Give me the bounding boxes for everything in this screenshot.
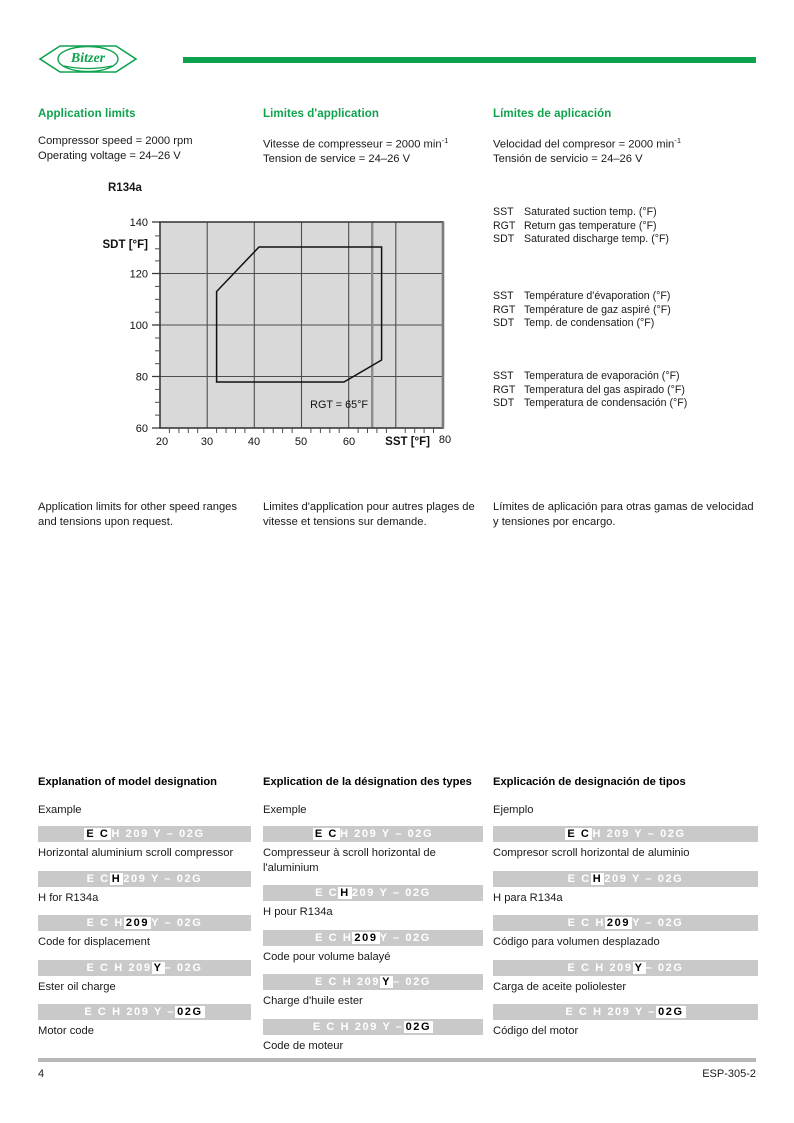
code-description: Carga de aceite poliolester	[493, 980, 627, 993]
code-highlight: 02G	[177, 1006, 203, 1019]
definition-abbr: SDT	[493, 317, 515, 330]
code-highlight: 209	[354, 931, 378, 944]
code-description: Código para volumen desplazado	[493, 936, 660, 949]
definition-text: Temperatura de condensación (°F)	[524, 397, 688, 410]
definition-row	[493, 370, 773, 384]
compressor-speed-fr	[263, 134, 488, 152]
code-pre: E C H 209	[86, 961, 152, 974]
definitions-group-fr	[493, 290, 773, 331]
code-description: Horizontal aluminium scroll compressor	[38, 847, 234, 859]
code-pre: E C H 209 Y –	[312, 1020, 404, 1033]
operating-voltage-en: Operating voltage = 24–26 V	[38, 149, 181, 162]
code-bar	[38, 960, 251, 976]
designation-title-fr: Explication de la désignation des types	[263, 776, 472, 788]
code-description: Motor code	[38, 1025, 94, 1038]
code-description: Compresor scroll horizontal de aluminio	[493, 847, 690, 859]
code-post: – 02G	[164, 961, 203, 974]
designation-fr	[263, 776, 483, 1064]
code-bar	[263, 826, 483, 842]
operating-voltage-fr: Tension de service = 24–26 V	[263, 153, 411, 166]
designation-example-label-en: Example	[38, 804, 82, 816]
definition-row	[493, 206, 773, 220]
chart-xtick-30: 30	[200, 436, 214, 448]
code-highlight: 209	[606, 917, 631, 930]
definitions-group-es	[493, 370, 773, 411]
definition-row	[493, 290, 773, 304]
code-post: Y – 02G	[632, 917, 684, 930]
designation-title-es: Explicación de designación de tipos	[493, 776, 686, 788]
code-bar	[38, 871, 251, 887]
code-highlight: 209	[125, 917, 150, 930]
code-pre: E C H 209 Y –	[84, 1006, 176, 1019]
definitions-fr	[493, 290, 773, 353]
definitions-es	[493, 370, 773, 433]
bitzer-logo	[38, 40, 138, 78]
code-highlight: H	[592, 872, 603, 885]
definition-text: Température d'évaporation (°F)	[524, 290, 671, 302]
code-highlight: Y	[382, 976, 392, 989]
code-bar	[493, 915, 758, 931]
code-pre: E C	[315, 887, 339, 900]
definition-text: Saturated discharge temp. (°F)	[524, 233, 669, 246]
definitions-en	[493, 206, 773, 269]
definition-abbr: SDT	[493, 397, 515, 410]
chart-ytick-100: 100	[129, 320, 148, 332]
code-post: – 02G	[393, 976, 432, 989]
svg-text:Bitzer: Bitzer	[70, 51, 106, 66]
code-bar	[38, 1004, 251, 1020]
code-bar	[493, 1004, 758, 1020]
definition-text: Return gas temperature (°F)	[524, 219, 657, 232]
chart-ytick-140: 140	[129, 217, 148, 229]
compressor-speed-es-text: Velocidad del compresor = 2000 min	[493, 138, 675, 151]
code-description: Charge d'huile ester	[263, 995, 363, 1008]
code-pre: E C H	[86, 917, 124, 930]
footer-document-code: ESP-305-2	[702, 1068, 756, 1080]
page-header	[38, 40, 756, 82]
chart-xtick-50: 50	[294, 436, 308, 448]
designation-es	[493, 776, 758, 1049]
definition-text: Temperatura de evaporación (°F)	[524, 370, 680, 382]
code-pre: E C	[86, 872, 110, 885]
code-bar	[263, 930, 483, 946]
section-title-en: Application limits	[38, 108, 136, 120]
definition-text: Saturated suction temp. (°F)	[524, 206, 657, 218]
code-post: H 209 Y – 02G	[339, 828, 434, 840]
code-bar	[263, 974, 483, 990]
compressor-speed-es	[493, 134, 758, 152]
code-pre: E C H 209	[567, 961, 633, 974]
code-highlight: 02G	[405, 1020, 432, 1033]
code-post: 209 Y – 02G	[604, 872, 684, 885]
definition-abbr: RGT	[493, 219, 516, 232]
definition-row	[493, 397, 773, 411]
code-bar	[493, 826, 758, 842]
footer-page-number: 4	[38, 1068, 45, 1080]
chart-xtick-20: 20	[155, 436, 169, 448]
code-bar	[38, 915, 251, 931]
operating-voltage-es: Tensión de servicio = 24–26 V	[493, 153, 643, 166]
code-description: Code pour volume balayé	[263, 950, 391, 963]
code-bar	[263, 1019, 483, 1035]
chart-svg	[38, 200, 478, 448]
code-post: H 209 Y – 02G	[111, 828, 205, 840]
code-pre: E C	[567, 872, 591, 885]
code-highlight: E C	[314, 828, 338, 840]
code-highlight: E C	[567, 828, 591, 840]
code-pre: E C H 209 Y –	[565, 1006, 657, 1019]
code-description: H for R134a	[38, 891, 99, 904]
code-bar	[263, 885, 483, 901]
note-en: Application limits for other speed ranges and tensions upon request.	[38, 501, 237, 528]
code-post: H 209 Y – 02G	[592, 828, 686, 840]
compressor-speed-fr-text: Vitesse de compresseur = 2000 min	[263, 138, 442, 151]
compressor-speed-fr-exponent: -1	[441, 136, 449, 145]
designation-example-label-fr: Exemple	[263, 804, 307, 816]
definition-abbr: SST	[493, 290, 514, 302]
code-post: 209 Y – 02G	[123, 872, 203, 885]
chart-x-axis-title: SST [°F]	[385, 436, 430, 448]
chart-annotation-rgt: RGT = 65°F	[310, 399, 368, 411]
designation-title-en: Explanation of model designation	[38, 776, 218, 788]
compressor-speed-en: Compressor speed = 2000 rpm	[38, 135, 193, 147]
application-limits-chart	[38, 182, 478, 448]
definition-row	[493, 220, 773, 234]
code-bar	[493, 960, 758, 976]
code-pre: E C H	[315, 931, 353, 944]
code-description: Code for displacement	[38, 936, 150, 949]
definition-text: Temperatura del gas aspirado (°F)	[524, 383, 685, 396]
definitions-group-en	[493, 206, 773, 247]
note-es: Límites de aplicación para otras gamas de velocidad y tensiones por encargo.	[493, 501, 754, 528]
code-post: Y – 02G	[379, 931, 431, 944]
code-post: Y – 02G	[151, 917, 203, 930]
code-bar	[38, 826, 251, 842]
code-pre: E C H 209	[314, 976, 381, 989]
header-accent-rule	[183, 57, 756, 63]
chart-xtick-80: 80	[438, 434, 452, 446]
application-limits-fr	[263, 108, 488, 167]
code-description: Compresseur à scroll horizontal de l'aluminium	[263, 847, 436, 874]
chart-major-ticks-y	[152, 222, 160, 428]
application-limits-en	[38, 108, 263, 163]
section-title-fr: Limites d'application	[263, 108, 380, 120]
code-highlight: Y	[634, 961, 644, 974]
code-description: Code de moteur	[263, 1039, 344, 1052]
definition-abbr: RGT	[493, 383, 516, 396]
chart-ytick-120: 120	[129, 268, 148, 281]
definition-row	[493, 304, 773, 318]
chart-y-axis-title: SDT [°F]	[102, 239, 148, 251]
chart-ytick-60: 60	[135, 423, 148, 435]
definition-abbr: SST	[493, 370, 514, 382]
designation-en	[38, 776, 251, 1049]
code-highlight: E C	[86, 828, 110, 840]
footer-rule	[38, 1058, 756, 1062]
definition-text: Température de gaz aspiré (°F)	[524, 303, 671, 316]
compressor-speed-es-exponent: -1	[674, 136, 682, 145]
code-highlight: Y	[153, 961, 163, 974]
code-post: – 02G	[645, 961, 684, 974]
code-description: Código del motor	[493, 1025, 579, 1038]
code-highlight: H	[340, 887, 350, 900]
section-title-es: Límites de aplicación	[493, 108, 612, 120]
chart-xtick-60: 60	[342, 436, 356, 448]
note-fr: Limites d'application pour autres plages de vitesse et tensions sur demande.	[263, 501, 475, 528]
code-description: H pour R134a	[263, 906, 333, 919]
code-highlight: H	[111, 872, 122, 885]
code-highlight: 02G	[658, 1006, 684, 1019]
application-limits-es	[493, 108, 758, 167]
definition-text: Temp. de condensation (°F)	[524, 317, 655, 330]
code-post: 209 Y – 02G	[351, 887, 431, 900]
designation-example-label-es: Ejemplo	[493, 804, 534, 816]
chart-plot-area	[152, 222, 443, 433]
code-description: H para R134a	[493, 891, 563, 904]
code-pre: E C H	[567, 917, 605, 930]
code-description: Ester oil charge	[38, 980, 116, 993]
chart-ytick-80: 80	[135, 371, 148, 384]
chart-refrigerant-label: R134a	[108, 182, 142, 194]
chart-xtick-40: 40	[247, 436, 261, 448]
definition-abbr: SST	[493, 206, 514, 218]
definition-row	[493, 233, 773, 247]
definition-row	[493, 384, 773, 398]
definition-row	[493, 317, 773, 331]
code-bar	[493, 871, 758, 887]
definition-abbr: SDT	[493, 233, 515, 246]
definition-abbr: RGT	[493, 303, 516, 316]
